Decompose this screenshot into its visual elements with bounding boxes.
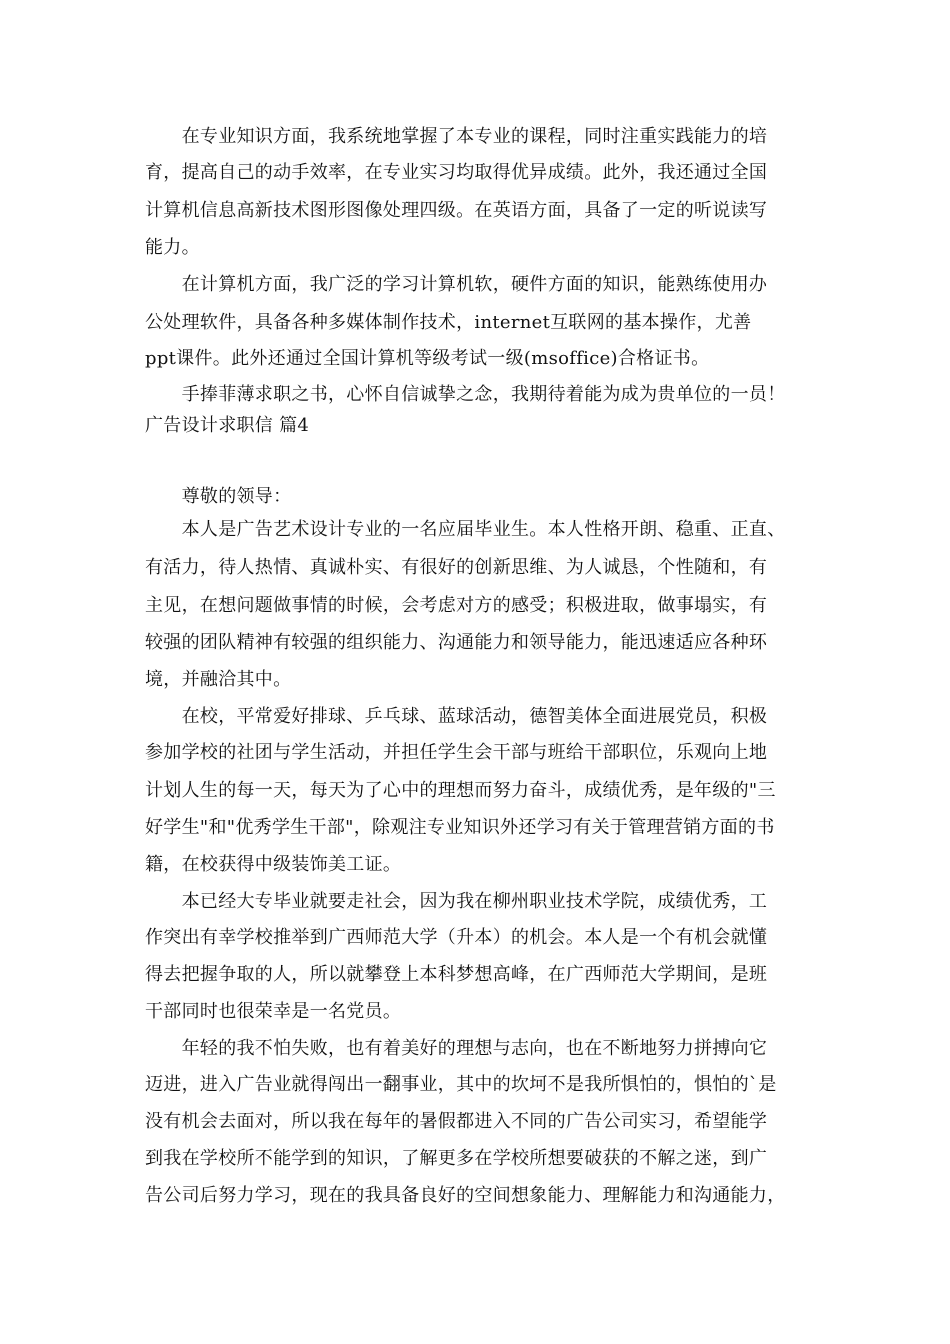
text-line: 没有机会去面对，所以我在每年的暑假都进入不同的广告公司实习，希望能学 bbox=[145, 1111, 768, 1132]
text-line: 好学生"和"优秀学生干部"，除观注专业知识外还学习有关于管理营销方面的书 bbox=[145, 817, 775, 838]
section-heading: 广告设计求职信 篇4 bbox=[145, 415, 310, 436]
text-line: 作突出有幸学校推举到广西师范大学（升本）的机会。本人是一个有机会就懂 bbox=[145, 927, 768, 948]
text-line: 较强的团队精神有较强的组织能力、沟通能力和领导能力，能迅速适应各种环 bbox=[145, 632, 768, 653]
text-line: 育，提高自己的动手效率，在专业实习均取得优异成绩。此外，我还通过全国 bbox=[145, 162, 768, 183]
text-line: 有活力，待人热情、真诚朴实、有很好的创新思维、为人诚恳，个性随和，有 bbox=[145, 557, 768, 578]
text-line: 干部同时也很荣幸是一名党员。 bbox=[145, 1001, 402, 1022]
text-line: 本已经大专毕业就要走社会，因为我在柳州职业技术学院，成绩优秀，工 bbox=[145, 891, 768, 912]
text-line: 计算机信息高新技术图形图像处理四级。在英语方面，具备了一定的听说读写 bbox=[145, 200, 768, 221]
text-line: 迈进，进入广告业就得闯出一翻事业，其中的坎坷不是我所惧怕的，惧怕的`是 bbox=[145, 1074, 777, 1095]
text-line: 到我在学校所不能学到的知识，了解更多在学校所想要破获的不解之迷，到广 bbox=[145, 1148, 768, 1169]
salutation: 尊敬的领导： bbox=[145, 486, 292, 507]
text-line: 参加学校的社团与学生活动，并担任学生会干部与班给干部职位，乐观向上地 bbox=[145, 742, 768, 763]
text-line: ppt课件。此外还通过全国计算机等级考试一级(msoffice)合格证书。 bbox=[145, 348, 710, 369]
text-line: 在专业知识方面，我系统地掌握了本专业的课程，同时注重实践能力的培 bbox=[145, 126, 768, 147]
text-line: 年轻的我不怕失败，也有着美好的理想与志向，也在不断地努力拼搏向它 bbox=[145, 1038, 768, 1059]
text-line: 在校，平常爱好排球、乒乓球、蓝球活动，德智美体全面进展党员，积极 bbox=[145, 706, 768, 727]
text-line: 公处理软件，具备各种多媒体制作技术，internet互联网的基本操作，尤善 bbox=[145, 312, 752, 333]
text-line: 境，并融洽其中。 bbox=[145, 669, 292, 690]
text-line: 手捧菲薄求职之书，心怀自信诚挚之念，我期待着能为成为贵单位的一员！ bbox=[145, 384, 786, 405]
text-line: 告公司后努力学习，现在的我具备良好的空间想象能力、理解能力和沟通能力， bbox=[145, 1185, 786, 1206]
text-line: 计划人生的每一天，每天为了心中的理想而努力奋斗，成绩优秀，是年级的"三 bbox=[145, 780, 776, 801]
text-line: 得去把握争取的人，所以就攀登上本科梦想高峰，在广西师范大学期间，是班 bbox=[145, 964, 768, 985]
text-line: 能力。 bbox=[145, 237, 200, 258]
text-line: 本人是广告艺术设计专业的一名应届毕业生。本人性格开朗、稳重、正直、 bbox=[145, 519, 786, 540]
text-line: 在计算机方面，我广泛的学习计算机软，硬件方面的知识，能熟练使用办 bbox=[145, 274, 768, 295]
text-line: 主见，在想问题做事情的时候，会考虑对方的感受；积极进取，做事塌实，有 bbox=[145, 595, 768, 616]
text-line: 籍，在校获得中级装饰美工证。 bbox=[145, 854, 402, 875]
